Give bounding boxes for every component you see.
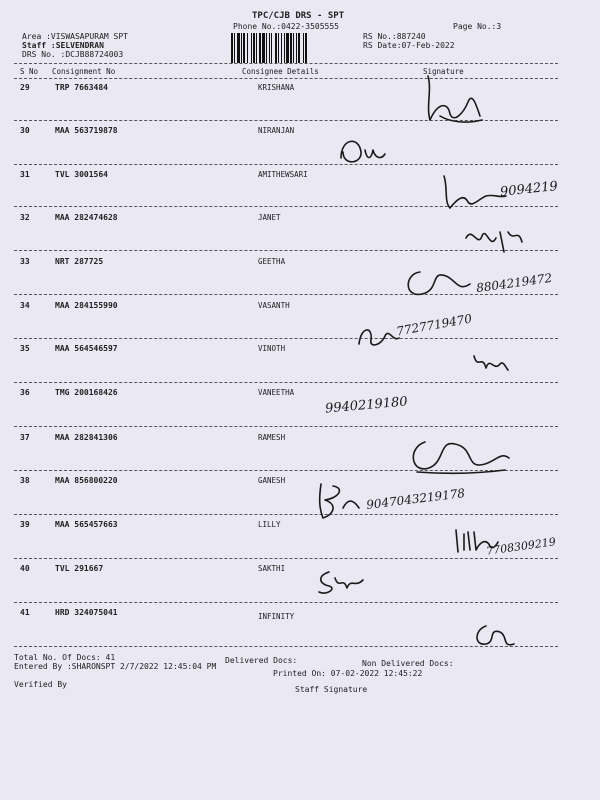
table-row: [0, 476, 600, 490]
signature-row-30: [335, 130, 395, 170]
row-consignment: MAA 282841306: [55, 433, 118, 442]
row-sno: 41: [20, 608, 30, 617]
phone-number: Phone No.:0422-3505555: [233, 22, 339, 31]
row-sno: 33: [20, 257, 30, 266]
row-consignment: TVL 291667: [55, 564, 104, 573]
row-consignment: MAA 282474628: [55, 213, 118, 222]
handwritten-phone-row-38: 9047043219178: [365, 486, 466, 512]
row-consignment: MAA 565457663: [55, 520, 118, 529]
header-divider: [14, 63, 558, 64]
row-sno: 31: [20, 170, 30, 179]
row-consignee: SAKTHI: [258, 564, 286, 573]
total-docs: Total No. Of Docs: 41: [14, 653, 116, 662]
row-consignment: MAA 856800220: [55, 476, 118, 485]
row-consignment: HRD 324075041: [55, 608, 118, 617]
table-row: [0, 83, 600, 97]
handwritten-phone-row-31: 9094219: [499, 179, 559, 200]
signature-row-40: [315, 568, 375, 598]
verified-by: Verified By: [14, 680, 67, 689]
row-consignee: VINOTH: [258, 344, 286, 353]
row-sno: 38: [20, 476, 30, 485]
row-consignee: VANEETHA: [258, 388, 295, 397]
row-divider: [14, 426, 558, 427]
row-consignee: KRISHANA: [258, 83, 295, 92]
table-row: [0, 344, 600, 358]
delivered-docs: Delivered Docs:: [225, 656, 298, 665]
row-divider: [14, 558, 558, 559]
row-sno: 37: [20, 433, 30, 442]
row-consignment: MAA 563719878: [55, 126, 118, 135]
staff-signature: Staff Signature: [295, 685, 368, 694]
row-consignee: RAMESH: [258, 433, 286, 442]
column-header-consignee: Consignee Details: [242, 67, 319, 76]
row-divider: [14, 164, 558, 165]
row-consignment: MAA 564546597: [55, 344, 118, 353]
entered-by: Entered By :SHARONSPT 2/7/2022 12:45:04 PM: [14, 662, 217, 671]
page-number: Page No.:3: [453, 22, 502, 31]
handwritten-phone-row-33: 8804219472: [475, 270, 553, 296]
row-consignee: JANET: [258, 213, 281, 222]
table-row: [0, 520, 600, 534]
row-sno: 40: [20, 564, 30, 573]
row-consignee: GEETHA: [258, 257, 286, 266]
signature-row-29: [420, 72, 490, 132]
handwritten-phone-row-39: 7708309219: [485, 535, 557, 558]
non-delivered-docs: Non Delivered Docs:: [362, 659, 454, 668]
row-consignee: VASANTH: [258, 301, 290, 310]
document-title: TPC/CJB DRS - SPT: [252, 11, 345, 21]
row-sno: 34: [20, 301, 30, 310]
staff-label: Staff :SELVENDRAN: [22, 41, 104, 50]
column-header-sno: S No: [20, 67, 39, 76]
row-sno: 32: [20, 213, 30, 222]
row-sno: 36: [20, 388, 30, 397]
row-consignment: TRP 7663484: [55, 83, 108, 92]
signature-row-35: [470, 350, 510, 376]
row-sno: 30: [20, 126, 30, 135]
row-consignee: INFINITY: [258, 612, 295, 621]
row-sno: 35: [20, 344, 30, 353]
row-divider: [14, 338, 558, 339]
barcode: [231, 33, 357, 63]
signature-row-38: [315, 478, 365, 522]
table-row: [0, 564, 600, 578]
area-label: Area :VISWASAPURAM SPT: [22, 32, 128, 41]
table-row: [0, 126, 600, 140]
signature-row-37: [405, 434, 515, 478]
row-divider: [14, 382, 558, 383]
row-consignee: GANESH: [258, 476, 286, 485]
signature-row-32: [460, 222, 530, 258]
printed-on: Printed On: 07-02-2022 12:45:22: [273, 669, 423, 678]
rs-date: RS Date:07-Feb-2022: [363, 41, 455, 50]
table-row: [0, 301, 600, 315]
row-consignment: TMG 200168426: [55, 388, 118, 397]
handwritten-phone-row-36: 9940219180: [324, 394, 409, 417]
row-consignee: NIRANJAN: [258, 126, 295, 135]
handwritten-phone-row-34: 7727719470: [395, 311, 473, 339]
column-header-signature: Signature: [423, 67, 464, 76]
row-divider: [14, 514, 558, 515]
row-sno: 39: [20, 520, 30, 529]
row-consignment: MAA 284155990: [55, 301, 118, 310]
row-sno: 29: [20, 83, 30, 92]
row-consignment: TVL 3001564: [55, 170, 108, 179]
table-row: [0, 170, 600, 184]
table-row: [0, 608, 600, 622]
rs-number: RS No.:887240: [363, 32, 426, 41]
signature-row-33: [400, 262, 480, 302]
column-header-consignment: Consignment No: [52, 67, 116, 76]
row-divider: [14, 602, 558, 603]
row-consignee: LILLY: [258, 520, 281, 529]
drs-number: DRS No. :DCJB88724003: [22, 50, 124, 59]
signature-row-41: [470, 622, 520, 652]
row-consignment: NRT 287725: [55, 257, 104, 266]
row-consignee: AMITHEWSARI: [258, 170, 308, 179]
table-row: [0, 388, 600, 402]
table-row: [0, 257, 600, 271]
